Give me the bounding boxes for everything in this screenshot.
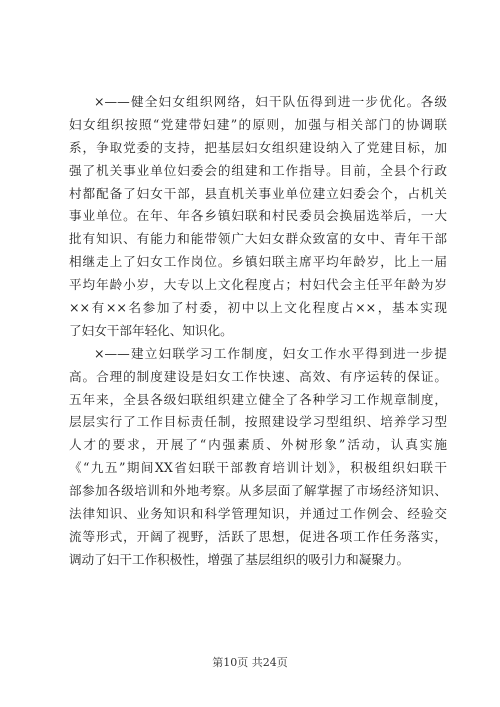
paragraph-study-system [69,343,447,572]
text-line: 村都配备了妇女干部，县直机关事业单位建立妇委会个，占机关 [69,185,447,201]
text-line: 《“九五”期间XX省妇联干部教育培训计划》，积极组织妇联干 [69,460,447,476]
text-line: 调动了妇干工作积极性，增强了基层组织的吸引力和凝聚力。 [69,551,410,567]
document-body [69,91,447,572]
page-number: 第10页 共24页 [212,656,288,669]
text-line: 高。合理的制度建设是妇女工作快速、高效、有序运转的保证。 [69,368,447,384]
text-line: 层层实行了工作目标责任制，按照建设学习型组织、培养学习型 [69,414,447,430]
text-line: ××有××名参加了村委，初中以上文化程度占××，基本实现 [69,300,447,316]
text-line: ×——健全妇女组织网络，妇干队伍得到进一步优化。各级 [94,94,447,109]
text-line: 平均年龄小岁，大专以上文化程度占；村妇代会主任平年龄为岁 [69,277,447,293]
text-line: 系，争取党委的支持，把基层妇女组织建设纳入了党建目标，加 [69,139,447,155]
text-line: 批有知识、有能力和能带领广大妇女群众致富的女中、青年干部 [69,231,447,247]
text-line: 强了机关事业单位妇委会的组建和工作指导。目前，全县个行政 [69,162,447,178]
text-line: 人才的要求，开展了“内强素质、外树形象”活动，认真实施 [69,437,447,453]
page-footer [0,654,500,670]
text-line: 事业单位。在年、年各乡镇妇联和村民委员会换届选举后，一大 [69,208,447,224]
text-line: 法律知识、业务知识和科学管理知识，并通过工作例会、经验交 [69,506,447,522]
text-line: 妇女组织按照“党建带妇建”的原则，加强与相关部门的协调联 [69,116,447,132]
text-line: 部参加各级培训和外地考察。从多层面了解掌握了市场经济知识、 [69,483,447,499]
text-line: ×——建立妇联学习工作制度，妇女工作水平得到进一步提 [94,345,447,361]
text-line: 相继走上了妇女工作岗位。乡镇妇联主席平均年龄岁，比上一届 [69,254,447,270]
paragraph-organization-network [69,91,447,343]
text-line: 五年来，全县各级妇联组织建立健全了各种学习工作规章制度， [69,391,447,407]
text-line: 流等形式，开阔了视野，活跃了思想，促进各项工作任务落实， [69,528,447,544]
text-line: 了妇女干部年轻化、知识化。 [69,322,233,338]
